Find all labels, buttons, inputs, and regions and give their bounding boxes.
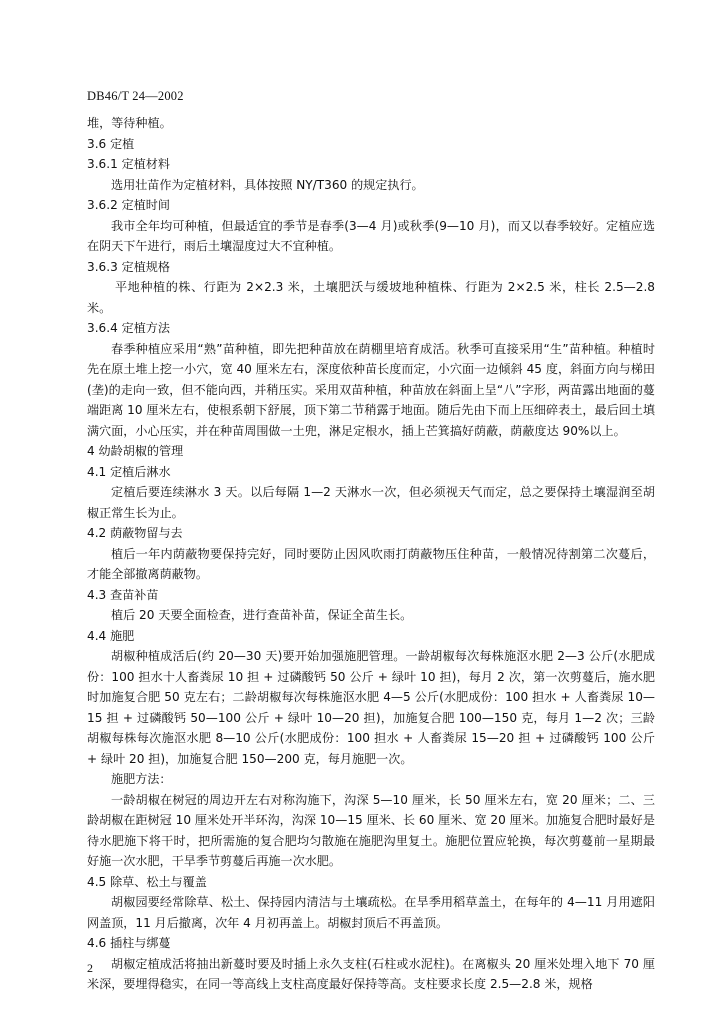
paragraph-4-4-fertilizer: 胡椒种植成活后(约 20—30 天)要开始加强施肥管理。一龄胡椒每次每株施沤水肥 2—3 公斤(水肥成份：100 担水十人畜粪尿 10 担 + 过磷酸钙 50 公斤 + 绿叶 10 担)，每月 2 次，第一次剪蔓后，施水肥时加施复合肥 50 克左右；二龄胡椒每次每株施沤水肥 4—5 公斤(水肥成份：100 担水 + 人畜粪尿 10—15 担 + 过磷酸钙 50—100 公斤 + 绿叶 10—20 担)，加施复合肥 100—150 克，每月 1—2 次；三龄胡椒每株每次施沤水肥 8—10 公斤(水肥成份：100 担水 + 人畜粪尿 15—20 担 + 过磷酸钙 100 公斤 + 绿叶 20 担)，加施复合肥 150—200 克，每月施肥一次。 bbox=[87, 649, 655, 766]
paragraph-3-6-1: 选用壮苗作为定植材料，具体按照 NY/T360 的规定执行。 bbox=[111, 177, 424, 192]
paragraph-4-2: 植后一年内荫蔽物要保持完好，同时要防止因风吹雨打荫蔽物压住种苗，一般情况待割第二次蔓后，才能全部撤离荫蔽物。 bbox=[87, 546, 655, 581]
section-heading-4-5: 4.5 除草、松土与覆盖 bbox=[87, 874, 207, 889]
section-heading-4-2: 4.2 荫蔽物留与去 bbox=[87, 526, 183, 540]
paragraph-4-3: 植后 20 天要全面检查，进行查苗补苗，保证全苗生长。 bbox=[111, 608, 413, 622]
paragraph-3-6-4: 春季种植应采用“熟”苗种植，即先把种苗放在荫棚里培育成活。秋季可直接采用“生”苗种植。种植时先在原土堆上挖一小穴，宽 40 厘米左右，深度依种苗长度而定，小穴面一边倾斜 45 度，斜面方向与梯田(垄)的走向一致，但不能向西，并稍压实。采用双苗种植，种苗放在斜面上呈“八”字形，两苗露出地面的蔓端距离 10 厘米左右，使根系朝下舒展，顶下第二节稍露于地面。随后先由下而上压细碎表土，最后回土填满穴面，小心压实，并在种苗周围做一土兜，淋足定根水，插上芒箕搞好荫蔽，荫蔽度达 90%以上。 bbox=[87, 341, 655, 438]
section-heading-3-6-4: 3.6.4 定植方法 bbox=[87, 321, 170, 335]
section-heading-4-4: 4.4 施肥 bbox=[87, 628, 135, 643]
section-heading-4: 4 幼龄胡椒的管理 bbox=[87, 444, 184, 458]
section-heading-3-6: 3.6 定植 bbox=[87, 136, 135, 151]
section-heading-4-6: 4.6 插柱与绑蔓 bbox=[87, 936, 171, 950]
section-heading-3-6-3: 3.6.3 定植规格 bbox=[87, 259, 170, 274]
paragraph-continued: 堆，等待种植。 bbox=[87, 116, 172, 130]
document-code: DB46/T 24—2002 bbox=[87, 89, 184, 103]
paragraph-4-4-method: 一龄胡椒在树冠的周边开左右对称沟施下，沟深 5—10 厘米，长 50 厘米左右，宽 20 厘米；二、三龄胡椒在距树冠 10 厘米处开半环沟，沟深 10—15 厘米、长 60 厘米、宽 20 厘米。加施复合肥时最好是待水肥施下将干时，把所需施的复合肥均匀散施在施肥沟里复土。施肥位置应轮换，每次剪蔓前一星期最好施一次水肥，干旱季节剪蔓后再施一次水肥。 bbox=[87, 792, 655, 868]
page-number: 2 bbox=[87, 961, 93, 975]
paragraph-3-6-2: 我市全年均可种植，但最适宜的季节是春季(3—4 月)或秋季(9—10 月)，而又以春季较好。定植应选在阴天下午进行，雨后土壤湿度过大不宜种植。 bbox=[87, 218, 655, 253]
paragraph-4-1: 定植后要连续淋水 3 天。以后每隔 1—2 天淋水一次，但必须视天气而定，总之要保持土壤湿润至胡椒正常生长为止。 bbox=[87, 485, 655, 520]
section-heading-3-6-1: 3.6.1 定植材料 bbox=[87, 157, 170, 171]
section-heading-4-1: 4.1 定植后淋水 bbox=[87, 464, 171, 479]
paragraph-4-5: 胡椒园要经常除草、松土、保持园内清洁与土壤疏松。在旱季用稻草盖土，在每年的 4—11 月用遮阳网盖顶，11 月后撤离，次年 4 月初再盖上。胡椒封顶后不再盖顶。 bbox=[87, 895, 655, 930]
document-body bbox=[87, 113, 655, 995]
section-heading-4-3: 4.3 查苗补苗 bbox=[87, 587, 159, 602]
section-heading-3-6-2: 3.6.2 定植时间 bbox=[87, 198, 170, 212]
paragraph-3-6-3: 平地种植的株、行距为 2×2.3 米，土壤肥沃与缓坡地种植株、行距为 2×2.5 米，柱长 2.5—2.8 米。 bbox=[87, 280, 655, 315]
paragraph-4-4-method-label: 施肥方法： bbox=[111, 772, 172, 786]
paragraph-4-6: 胡椒定植成活将抽出新蔓时要及时插上永久支柱(石柱或水泥柱)。在离椒头 20 厘米处埋入地下 70 厘米深，要埋得稳实，在同一等高线上支柱高度最好保持等高。支柱要求长度 2.5—2.8 米，规格 bbox=[87, 956, 655, 991]
